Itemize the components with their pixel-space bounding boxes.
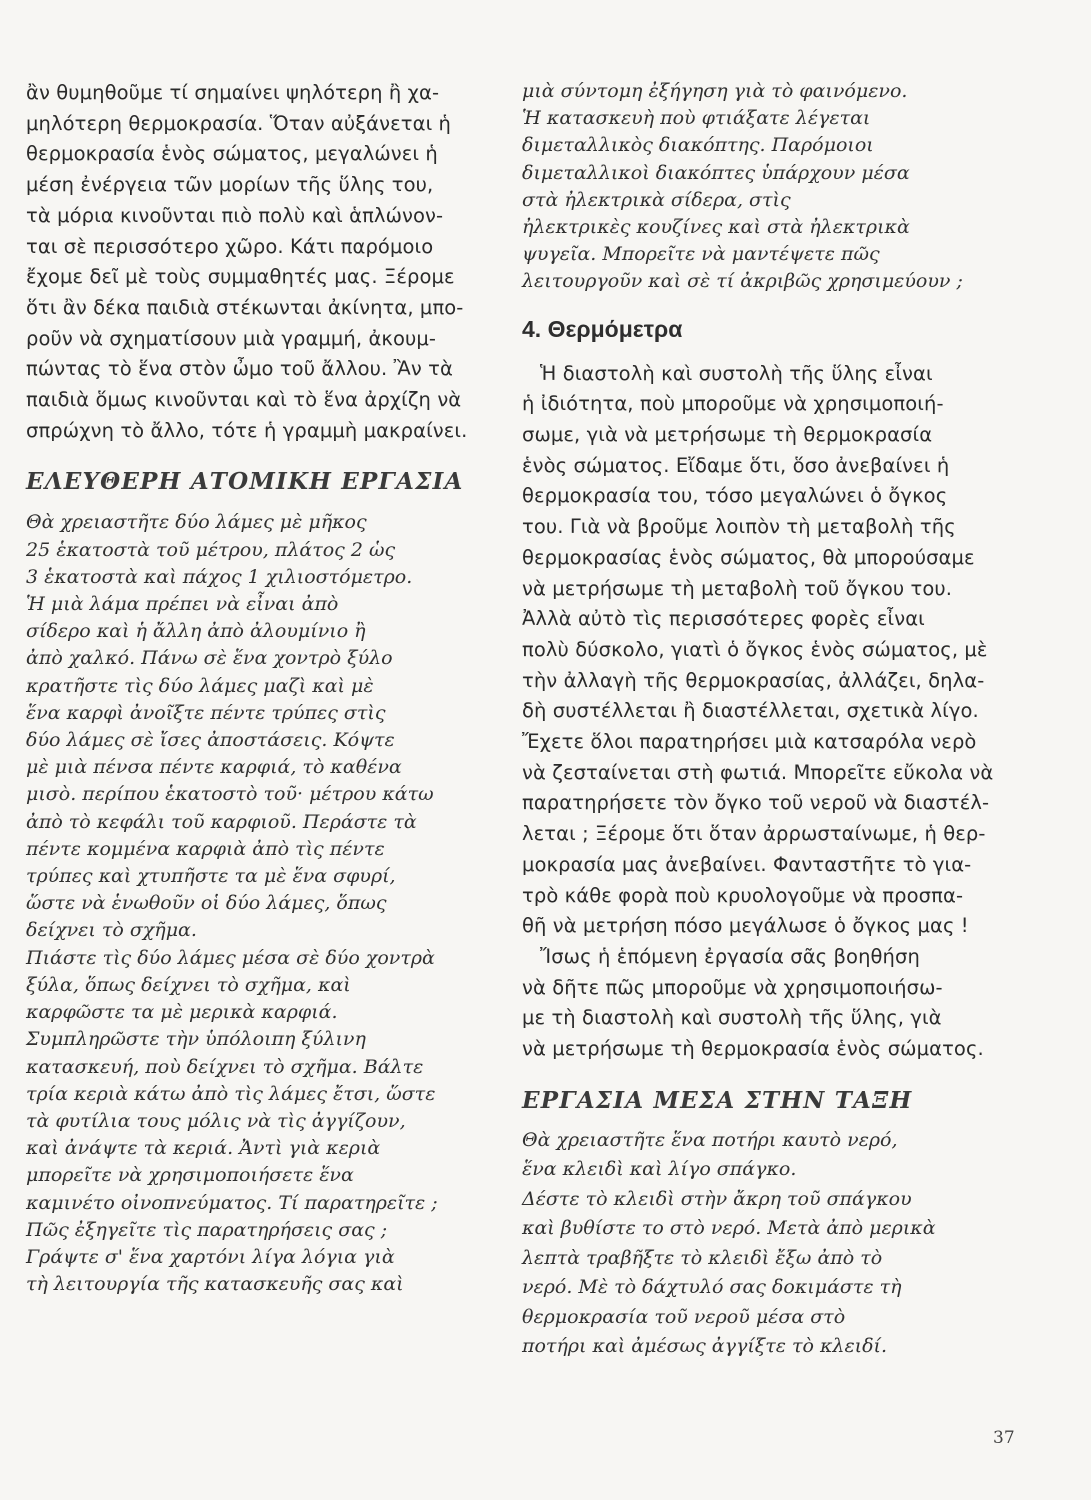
text-line: διμεταλλικὸς διακόπτης. Παρόμοιοι	[522, 134, 874, 157]
text-line: νὰ μετρήσωμε τὴ θερμοκρασία ἑνὸς σώματος.	[522, 1037, 984, 1061]
text-line: Ἀλλὰ αὐτὸ τὶς περισσότερες φορὲς εἶναι	[522, 607, 925, 631]
text-line: 25 ἑκατοστὰ τοῦ μέτρου, πλάτος 2 ὡς	[26, 538, 396, 561]
text-line: σίδερο καὶ ἡ ἄλλη ἀπὸ ἀλουμίνιο ἢ	[26, 620, 366, 643]
text-line: Θὰ χρειαστῆτε δύο λάμες μὲ μῆκος	[26, 511, 367, 534]
text-line: μοκρασία μας ἀνεβαίνει. Φανταστῆτε τὸ για-	[522, 852, 972, 876]
text-line: καὶ ἀνάψτε τὰ κεριά. Ἀντὶ γιὰ κεριὰ	[26, 1137, 381, 1160]
text-line: ξύλα, ὅπως δείχνει τὸ σχῆμα, καὶ	[26, 973, 351, 996]
text-line: Ἔχετε ὅλοι παρατηρήσει μιὰ κατσαρόλα νερὸ	[522, 730, 977, 754]
text-line: στὰ ἠλεκτρικὰ σίδερα, στὶς	[522, 188, 791, 211]
free-individual-work-title: ΕΛΕΥΘΕΡΗ ΑΤΟΜΙΚΗ ΕΡΓΑΣΙΑ	[26, 468, 464, 496]
text-line: θῆ νὰ μετρήση πόσο μεγάλωσε ὁ ὄγκος μας !	[522, 914, 969, 938]
text-line: Ἡ κατασκευὴ ποὺ φτιάξατε λέγεται	[522, 107, 871, 130]
text-line: Συμπληρῶστε τὴν ὑπόλοιπη ξύλινη	[26, 1028, 366, 1051]
text-line: θερμοκρασία του, τόσο μεγαλώνει ὁ ὄγκος	[522, 484, 948, 508]
text-line: ποτήρι καὶ ἀμέσως ἀγγίξτε τὸ κλειδί.	[522, 1335, 888, 1358]
text-line: ψυγεῖα. Μπορεῖτε νὰ μαντέψετε πῶς	[522, 243, 880, 266]
text-line: τὰ φυτίλια τους μόλις νὰ τὶς ἀγγίζουν,	[26, 1109, 406, 1132]
text-line: τὰ μόρια κινοῦνται πιὸ πολὺ καὶ ἁπλώνον-	[26, 203, 444, 227]
text-line: Πιάστε τὶς δύο λάμες μέσα σὲ δύο χοντρὰ	[26, 946, 435, 969]
text-line: καὶ βυθίστε το στὸ νερό. Μετὰ ἀπὸ μερικὰ	[522, 1217, 936, 1240]
text-line: ἑνὸς σώματος. Εἴδαμε ὅτι, ὅσο ἀνεβαίνει ἡ	[522, 453, 950, 477]
text-line: ἕνα καρφὶ ἀνοῖξτε πέντε τρύπες στὶς	[26, 701, 386, 724]
text-line: καρφῶστε τα μὲ μερικὰ καρφιά.	[26, 1001, 338, 1024]
text-line: δείχνει τὸ σχῆμα.	[26, 919, 197, 942]
text-line: μιὰ σύντομη ἐξήγηση γιὰ τὸ φαινόμενο.	[522, 80, 908, 102]
text-line: μέση ἐνέργεια τῶν μορίων τῆς ὕλης του,	[26, 173, 434, 197]
text-line: Ἡ διαστολὴ καὶ συστολὴ τῆς ὕλης εἶναι	[540, 361, 933, 385]
text-line: σπρώχνη τὸ ἄλλο, τότε ἡ γραμμὴ μακραίνει.	[26, 418, 468, 442]
text-line: λεται ; Ξέρομε ὅτι ὅταν ἀρρωσταίνωμε, ἡ θερ-	[522, 822, 986, 846]
text-line: 3 ἑκατοστὰ καὶ πάχος 1 χιλιοστόμετρο.	[26, 565, 413, 588]
text-line: λεπτὰ τραβῆξτε τὸ κλειδὶ ἔξω ἀπὸ τὸ	[522, 1246, 883, 1269]
text-line: θερμοκρασία ἑνὸς σώματος, μεγαλώνει ἡ	[26, 142, 438, 166]
text-line: θερμοκρασία τοῦ νεροῦ μέσα στὸ	[522, 1305, 846, 1328]
text-line: ἂν θυμηθοῦμε τί σημαίνει ψηλότερη ἢ χα-	[26, 81, 440, 104]
text-line: μπορεῖτε νὰ χρησιμοποιήσετε ἕνα	[26, 1164, 354, 1187]
right-column	[522, 78, 1012, 1362]
intro-paragraph	[26, 78, 502, 446]
text-line: διμεταλλικοὶ διακόπτες ὑπάρχουν μέσα	[522, 161, 910, 184]
text-line: ἀπὸ τὸ κεφάλι τοῦ καρφιοῦ. Περάστε τὰ	[26, 810, 417, 833]
text-line: μὲ μιὰ πένσα πέντε καρφιά, τὸ καθένα	[26, 756, 402, 779]
text-line: καμινέτο οἰνοπνεύματος. Τί παρατηρεῖτε ;	[26, 1191, 438, 1214]
text-line: νὰ ζεσταίνεται στὴ φωτιά. Μπορεῖτε εὔκολα νὰ	[522, 760, 994, 784]
text-line: δύο λάμες σὲ ἴσες ἀποστάσεις. Κόψτε	[26, 729, 395, 752]
text-line: ἕνα κλειδὶ καὶ λίγο σπάγκο.	[522, 1158, 797, 1181]
text-line: κρατῆστε τὶς δύο λάμες μαζὶ καὶ μὲ	[26, 674, 374, 697]
left-column	[26, 78, 502, 1298]
text-line: ὥστε νὰ ἑνωθοῦν οἱ δύο λάμες, ὅπως	[26, 892, 387, 915]
text-line: νερό. Μὲ τὸ δάχτυλό σας δοκιμάστε τὴ	[522, 1276, 902, 1299]
text-line: Δέστε τὸ κλειδὶ στὴν ἄκρη τοῦ σπάγκου	[522, 1187, 912, 1210]
text-line: με τὴ διαστολὴ καὶ συστολὴ τῆς ὕλης, γιὰ	[522, 1006, 942, 1030]
text-line: Πῶς ἐξηγεῖτε τὶς παρατηρήσεις σας ;	[26, 1218, 388, 1241]
text-line: δὴ συστέλλεται ἢ διαστέλλεται, σχετικὰ λίγο.	[522, 699, 979, 723]
page-number: 37	[993, 1428, 1015, 1448]
text-line: Ἡ μιὰ λάμα πρέπει νὰ εἶναι ἀπὸ	[26, 593, 339, 616]
thermometers-paragraph	[522, 359, 1012, 1065]
text-line: πώντας τὸ ἕνα στὸν ὦμο τοῦ ἄλλου. Ἂν τὰ	[26, 357, 453, 381]
text-line: τρία κεριὰ κάτω ἀπὸ τὶς λάμες ἔτσι, ὥστε	[26, 1082, 436, 1105]
text-line: Θὰ χρειαστῆτε ἕνα ποτήρι καυτὸ νερό,	[522, 1128, 898, 1151]
text-line: τρύπες καὶ χτυπῆστε τα μὲ ἕνα σφυρί,	[26, 865, 396, 888]
text-line: λειτουργοῦν καὶ σὲ τί ἀκριβῶς χρησιμεύουν ;	[522, 270, 963, 293]
text-line: κατασκευή, ποὺ δείχνει τὸ σχῆμα. Βάλτε	[26, 1055, 424, 1078]
text-line: νὰ δῆτε πῶς μποροῦμε νὰ χρησιμοποιήσω-	[522, 975, 943, 999]
text-line: ὅτι ἂν δέκα παιδιὰ στέκωνται ἀκίνητα, μπο-	[26, 295, 464, 319]
text-line: νὰ μετρήσωμε τὴ μεταβολὴ τοῦ ὄγκου του.	[522, 576, 953, 600]
text-line: παιδιὰ ὅμως κινοῦνται καὶ τὸ ἕνα ἀρχίζη νὰ	[26, 388, 462, 412]
text-line: ροῦν νὰ σχηματίσουν μιὰ γραμμή, ἀκουμ-	[26, 326, 437, 350]
bimetallic-explanation	[522, 78, 1012, 296]
text-line: παρατηρήσετε τὸν ὄγκο τοῦ νεροῦ νὰ διαστέλ-	[522, 791, 990, 815]
text-line: ται σὲ περισσότερο χῶρο. Κάτι παρόμοιο	[26, 234, 434, 258]
text-line: τὴν ἀλλαγὴ τῆς θερμοκρασίας, ἀλλάζει, δηλα-	[522, 668, 985, 692]
text-line: πέντε κομμένα καρφιὰ ἀπὸ τὶς πέντε	[26, 837, 385, 860]
text-line: πολὺ δύσκολο, γιατὶ ὁ ὄγκος ἑνὸς σώματος, μὲ	[522, 637, 988, 661]
text-line: μισὸ. περίπου ἑκατοστὸ τοῦ· μέτρου κάτω	[26, 783, 434, 806]
classroom-work-title: ΕΡΓΑΣΙΑ ΜΕΣΑ ΣΤΗΝ ΤΑΞΗ	[522, 1086, 913, 1114]
free-work-instructions	[26, 509, 502, 1298]
text-line: τὴ λειτουργία τῆς κατασκευῆς σας καὶ	[26, 1273, 404, 1296]
text-line: Ἴσως ἡ ἑπόμενη ἐργασία σᾶς βοηθήση	[540, 944, 920, 968]
text-line: Γράψτε σ' ἕνα χαρτόνι λίγα λόγια γιὰ	[26, 1245, 395, 1268]
text-line: σωμε, γιὰ νὰ μετρήσωμε τὴ θερμοκρασία	[522, 423, 933, 447]
classroom-work-instructions	[522, 1126, 1012, 1362]
text-line: ἠλεκτρικὲς κουζίνες καὶ στὰ ἠλεκτρικὰ	[522, 216, 910, 239]
text-line: ἔχομε δεῖ μὲ τοὺς συμμαθητές μας. Ξέρομε	[26, 265, 455, 289]
text-line: ἡ ἰδιότητα, ποὺ μποροῦμε νὰ χρησιμοποιή-	[522, 392, 944, 416]
text-line: του. Γιὰ νὰ βροῦμε λοιπὸν τὴ μεταβολὴ τῆς	[522, 515, 956, 539]
text-line: θερμοκρασίας ἑνὸς σώματος, θὰ μπορούσαμε	[522, 545, 975, 569]
text-line: ἀπὸ χαλκό. Πάνω σὲ ἕνα χοντρὸ ξύλο	[26, 647, 393, 670]
thermometers-heading: 4. Θερμόμετρα	[522, 315, 683, 342]
text-line: τρὸ κάθε φορὰ ποὺ κρυολογοῦμε νὰ προσπα-	[522, 883, 964, 907]
text-line: μηλότερη θερμοκρασία. Ὅταν αὐξάνεται ἡ	[26, 111, 452, 135]
